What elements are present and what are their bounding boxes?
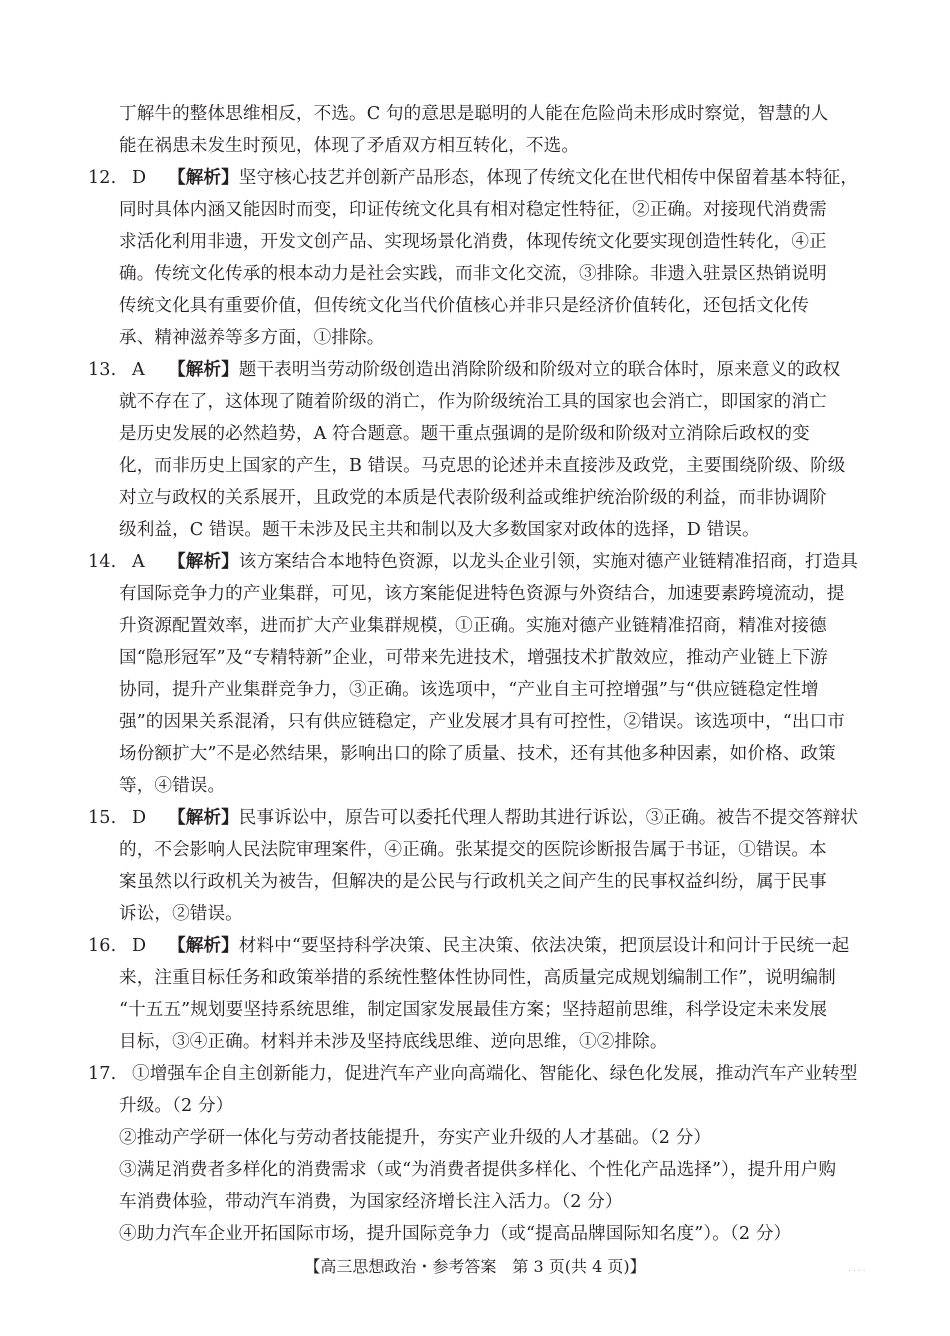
q16-first-text: 材料中“要坚持科学决策、民主决策、依法决策，把顶层设计和问计于民统一起 bbox=[238, 936, 850, 956]
q16-line: 目标，③④正确。材料并未涉及坚持底线思维、逆向思维，①②排除。 bbox=[119, 1032, 668, 1052]
q15-line: 的，不会影响人民法院审理案件，④正确。张某提交的医院诊断报告属于书证，①错误。本 bbox=[119, 840, 827, 860]
q14-line: 强”的因果关系混淆，只有供应链稳定，产业发展才具有可控性，②错误。该选项中，“出口市 bbox=[119, 712, 845, 732]
q14-first-text: 该方案结合本地特色资源，以龙头企业引领，实施对德产业链精准招商，打造具 bbox=[238, 552, 859, 572]
q13-line: 是历史发展的必然趋势，A 符合题意。题干重点强调的是阶级和阶级对立消除后政权的变 bbox=[119, 424, 810, 444]
footer-dots: .... bbox=[848, 1264, 868, 1274]
q13-answer: A bbox=[132, 360, 145, 380]
q12-line: 确。传统文化传承的根本动力是社会实践，而非文化交流，③排除。非遗入驻景区热销说明 bbox=[119, 264, 827, 284]
q12-analysis-tag: 【解析】 bbox=[168, 168, 239, 188]
q14-line: 国“隐形冠军”及“专精特新”企业，可带来先进技术，增强技术扩散效应，推动产业链上下游 bbox=[119, 648, 828, 668]
q12-answer: D bbox=[132, 168, 147, 188]
q17-line: ③满足消费者多样化的消费需求（或“为消费者提供多样化、个性化产品选择”），提升用户购 bbox=[119, 1160, 837, 1180]
q14-number: 14. bbox=[88, 552, 117, 572]
q15-line: 诉讼，②错误。 bbox=[119, 904, 243, 924]
q14-line: 协同，提升产业集群竞争力，③正确。该选项中，“产业自主可控增强”与“供应链稳定性增 bbox=[119, 680, 819, 700]
q17-first-line bbox=[88, 1063, 857, 1085]
q17-line: 升级。（2 分） bbox=[119, 1096, 234, 1116]
q17-first-text: ①增强车企自主创新能力，促进汽车产业向高端化、智能化、绿色化发展，推动汽车产业转型 bbox=[132, 1064, 858, 1084]
q13-line: 就不存在了，这体现了随着阶级的消亡，作为阶级统治工具的国家也会消亡，即国家的消亡 bbox=[119, 392, 827, 412]
q12-line: 同时具体内涵又能因时而变，印证传统文化具有相对稳定性特征，②正确。对接现代消费需 bbox=[119, 200, 827, 220]
q12-line: 求活化利用非遗，开发文创产品、实现场景化消费，体现传统文化要实现创造性转化，④正 bbox=[119, 232, 827, 252]
q13-analysis-tag: 【解析】 bbox=[168, 360, 239, 380]
q16-first-line bbox=[88, 935, 849, 957]
q12-first-text: 坚守核心技艺并创新产品形态，体现了传统文化在世代相传中保留着基本特征， bbox=[238, 168, 859, 188]
q13-number: 13. bbox=[88, 360, 117, 380]
q15-first-line bbox=[88, 807, 858, 829]
q16-answer: D bbox=[132, 936, 147, 956]
q17-line: 车消费体验，带动汽车消费，为国家经济增长注入活力。（2 分） bbox=[119, 1192, 623, 1212]
page-footer: 【高三思想政治・参考答案 第 3 页(共 4 页)】 bbox=[304, 1257, 646, 1276]
q16-analysis-tag: 【解析】 bbox=[168, 936, 239, 956]
q14-first-line bbox=[88, 551, 858, 573]
q15-first-text: 民事诉讼中，原告可以委托代理人帮助其进行诉讼，③正确。被告不提交答辩状 bbox=[238, 808, 859, 828]
q15-line: 案虽然以行政机关为被告，但解决的是公民与行政机关之间产生的民事权益纠纷，属于民事 bbox=[119, 872, 827, 892]
q17-number: 17. bbox=[88, 1064, 117, 1084]
q16-number: 16. bbox=[88, 936, 117, 956]
q15-answer: D bbox=[132, 808, 147, 828]
q15-number: 15. bbox=[88, 808, 117, 828]
q13-line: 级利益，C 错误。题干未涉及民主共和制以及大多数国家对政体的选择，D 错误。 bbox=[119, 520, 760, 540]
q12-line: 承、精神滋养等多方面，①排除。 bbox=[119, 328, 385, 348]
q13-first-line bbox=[88, 359, 840, 381]
q14-analysis-tag: 【解析】 bbox=[168, 552, 239, 572]
q16-line: 来，注重目标任务和政策举措的系统性整体性协同性，高质量完成规划编制工作”，说明编制 bbox=[119, 968, 836, 988]
q17-line: ④助力汽车企业开拓国际市场，提升国际竞争力（或“提高品牌国际知名度”）。（2 分） bbox=[119, 1224, 792, 1244]
q14-line: 等，④错误。 bbox=[119, 776, 226, 796]
q14-line: 升资源配置效率，进而扩大产业集群规模，①正确。实施对德产业链精准招商，精准对接德 bbox=[119, 616, 827, 636]
q15-analysis-tag: 【解析】 bbox=[168, 808, 239, 828]
intro-line-2: 能在祸患未发生时预见，体现了矛盾双方相互转化，不选。 bbox=[119, 136, 580, 156]
q13-first-text: 题干表明当劳动阶级创造出消除阶级和阶级对立的联合体时，原来意义的政权 bbox=[238, 360, 841, 380]
q16-line: “十五五”规划要坚持系统思维，制定国家发展最佳方案；坚持超前思维，科学设定未来发展 bbox=[119, 1000, 828, 1020]
q12-first-line bbox=[88, 167, 858, 189]
q13-line: 对立与政权的关系展开，且政党的本质是代表阶级利益或维护统治阶级的利益，而非协调阶 bbox=[119, 488, 827, 508]
intro-line-1: 丁解牛的整体思维相反，不选。C 句的意思是聪明的人能在危险尚未形成时察觉，智慧的人 bbox=[119, 104, 829, 124]
q12-line: 传统文化具有重要价值，但传统文化当代价值核心并非只是经济价值转化，还包括文化传 bbox=[119, 296, 810, 316]
q12-number: 12. bbox=[88, 168, 117, 188]
q17-line: ②推动产学研一体化与劳动者技能提升，夯实产业升级的人才基础。（2 分） bbox=[119, 1128, 712, 1148]
q14-answer: A bbox=[132, 552, 145, 572]
q14-line: 有国际竞争力的产业集群，可见，该方案能促进特色资源与外资结合，加速要素跨境流动，提 bbox=[119, 584, 845, 604]
q13-line: 化，而非历史上国家的产生，B 错误。马克思的论述并未直接涉及政党，主要围绕阶级、阶级 bbox=[119, 456, 846, 476]
q14-line: 场份额扩大”不是必然结果，影响出口的除了质量、技术，还有其他多种因素，如价格、政策 bbox=[119, 744, 836, 764]
